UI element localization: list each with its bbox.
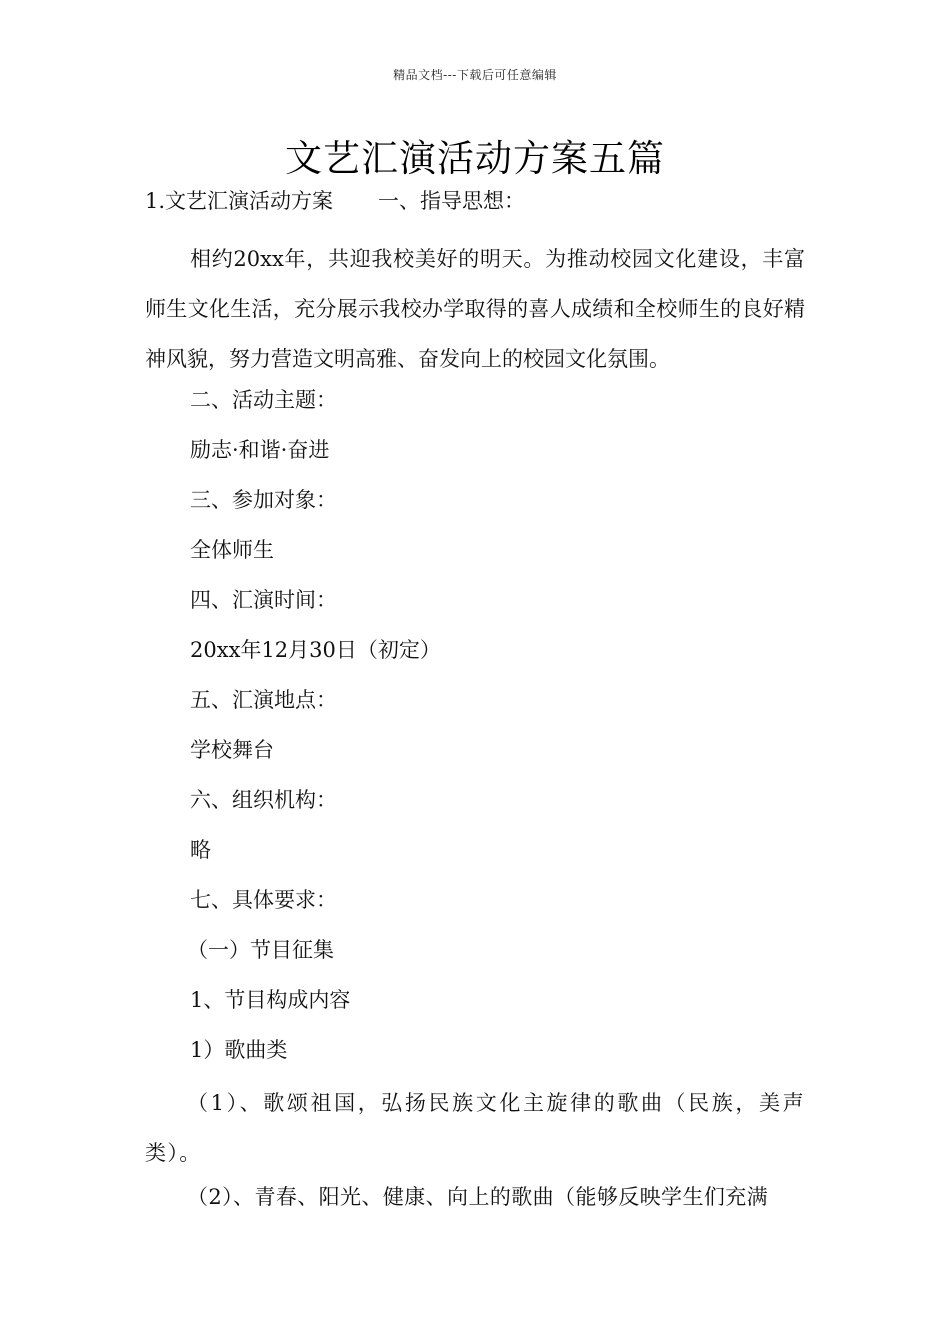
document-header-note: 精品文档---下载后可任意编辑 — [393, 68, 557, 82]
heading-organization: 六、组织机构： — [190, 788, 337, 812]
activity-theme-text: 励志·和谐·奋进 — [190, 438, 330, 462]
list-item-patriotic-songs: （1）、歌颂祖国，弘扬民族文化主旋律的歌曲（民族，美声类）。 — [145, 1091, 805, 1165]
subheading-program-content: 1、节目构成内容 — [190, 988, 351, 1012]
list-item-youth-songs: （2）、青春、阳光、健康、向上的歌曲（能够反映学生们充满 — [187, 1185, 769, 1209]
section-heading-number-title: 1.文艺汇演活动方案 — [145, 189, 334, 213]
organization-text: 略 — [190, 838, 211, 862]
section-heading-first-point: 一、指导思想： — [378, 189, 526, 213]
heading-performance-venue: 五、汇演地点： — [190, 688, 337, 712]
category-songs: 1）歌曲类 — [190, 1038, 288, 1062]
document-title: 文艺汇演活动方案五篇 — [285, 137, 665, 180]
participants-text: 全体师生 — [190, 538, 274, 562]
heading-activity-theme: 二、活动主题： — [190, 388, 337, 412]
section-heading — [145, 186, 525, 216]
heading-performance-time: 四、汇演时间： — [190, 588, 337, 612]
heading-specific-requirements: 七、具体要求： — [190, 888, 337, 912]
performance-time-text: 20xx年12月30日（初定） — [190, 638, 441, 662]
subheading-program-collection: （一）节目征集 — [187, 938, 334, 962]
heading-participants: 三、参加对象： — [190, 488, 337, 512]
intro-paragraph: 相约20xx年，共迎我校美好的明天。为推动校园文化建设，丰富师生文化生活，充分展示我校办学取得的喜人成绩和全校师生的良好精神风貌，努力营造文明高雅、奋发向上的校园文化氛围。 — [145, 247, 805, 371]
performance-venue-text: 学校舞台 — [190, 738, 274, 762]
